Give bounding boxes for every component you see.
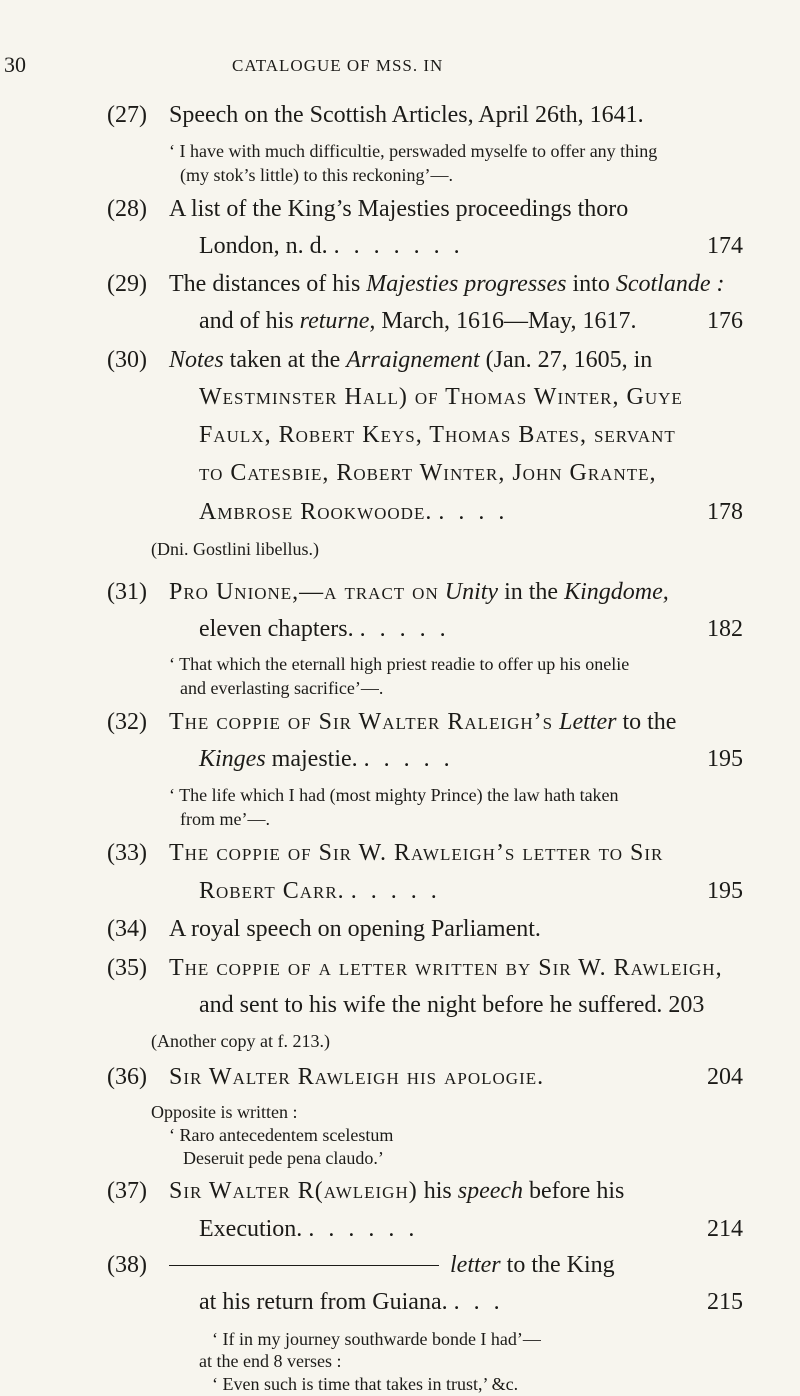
text-run: taken at the xyxy=(229,347,341,373)
text-run: in the xyxy=(504,579,559,605)
running-title: CATALOGUE OF MSS. IN xyxy=(232,56,444,75)
entry-title xyxy=(169,347,652,374)
text-run: Pro Unione,—a tract on xyxy=(169,579,439,605)
leader-dots: . . . . . xyxy=(359,616,450,642)
entry-title-cont xyxy=(199,1216,743,1243)
entry-number: (38) xyxy=(107,1252,147,1278)
incipit-line: ‘ If in my journey southwarde bonde I had’— xyxy=(212,1329,541,1349)
text-run: Ambrose Rookwoode. xyxy=(199,499,433,525)
entry-note: (Dni. Gostlini libellus.) xyxy=(151,539,319,559)
entry-number: (36) xyxy=(107,1064,147,1090)
entry-title-cont xyxy=(199,616,743,643)
folio-number: 176 xyxy=(707,308,743,334)
text-run: The coppie of Sir Walter Raleigh’s xyxy=(169,709,554,735)
entry-title-cont: Westminster Hall) of Thomas Winter, Guye xyxy=(199,384,683,410)
entry-note: Deseruit pede pena claudo.’ xyxy=(183,1148,384,1168)
text-run: majestie. xyxy=(271,746,358,772)
leader-dots: . . . xyxy=(453,1289,504,1315)
folio-number: 195 xyxy=(707,878,743,904)
entry-title: Speech on the Scottish Articles, April 26th, 1641. xyxy=(169,102,644,128)
folio-number: 195 xyxy=(707,746,743,772)
entry-title xyxy=(169,579,669,606)
page-number: 30 xyxy=(4,52,26,77)
folio-number: 178 xyxy=(707,499,743,525)
entry-title-cont: Faulx, Robert Keys, Thomas Bates, servant xyxy=(199,422,676,448)
folio-number: 182 xyxy=(707,616,743,642)
entry-number: (28) xyxy=(107,196,147,222)
entry-number: (27) xyxy=(107,102,147,128)
entry-title-cont xyxy=(199,878,743,905)
entry-title xyxy=(169,709,676,736)
leader-dots: . . . . . xyxy=(350,878,441,904)
text-run-italic: Unity xyxy=(444,579,499,605)
text-run: Robert Carr. xyxy=(199,878,345,904)
entry-title-cont xyxy=(199,308,743,335)
entry-title-cont xyxy=(199,233,743,260)
text-run: (Jan. 27, 1605, in xyxy=(485,347,653,373)
text-run: eleven chapters. xyxy=(199,616,354,642)
text-run: to the King xyxy=(506,1252,615,1278)
text-run-italic: speech xyxy=(457,1178,524,1204)
entry-number: (37) xyxy=(107,1178,147,1204)
entry-number: (34) xyxy=(107,916,147,942)
entry-title-cont: and sent to his wife the night before he suffered. 203 xyxy=(199,992,705,1018)
incipit-line: ‘ I have with much difficultie, perswaded myselfe to offer any thing xyxy=(169,141,658,161)
leader-dots: . . . . xyxy=(438,499,509,525)
entry-number: (31) xyxy=(107,579,147,605)
folio-number: 204 xyxy=(707,1064,743,1090)
text-run-italic: Kingdome, xyxy=(564,579,669,605)
leader-dots: . . . . . . xyxy=(308,1216,419,1242)
text-run-italic: Arraignement xyxy=(346,347,480,373)
text-run: March, 1616—May, 1617. xyxy=(381,308,637,334)
folio-number: 174 xyxy=(707,233,743,259)
incipit-line: ‘ The life which I had (most mighty Prince) the law hath taken xyxy=(169,785,619,805)
entry-number: (33) xyxy=(107,840,147,866)
text-run-italic: Kinges xyxy=(199,746,266,772)
entry-title: The coppie of a letter written by Sir W. Rawleigh, xyxy=(169,955,723,981)
folio-number: 214 xyxy=(707,1216,743,1242)
text-run-italic: Scotlande : xyxy=(615,271,725,297)
entry-title xyxy=(450,1252,615,1279)
entry-title xyxy=(169,1064,743,1091)
running-head xyxy=(0,52,800,82)
text-run: at his return from Guiana. xyxy=(199,1289,448,1315)
incipit-line: at the end 8 verses : xyxy=(199,1351,342,1371)
text-run: Sir Walter Rawleigh his apologie. xyxy=(169,1064,545,1090)
text-run: before his xyxy=(529,1178,625,1204)
folio-number: 215 xyxy=(707,1289,743,1315)
entry-title-cont xyxy=(199,499,743,526)
text-run: Sir Walter R(awleigh) xyxy=(169,1178,418,1204)
entry-title-text: London, n. d. xyxy=(199,233,328,259)
text-run: The distances of his xyxy=(169,271,361,297)
entry-number: (29) xyxy=(107,271,147,297)
text-run-italic: Majesties progresses xyxy=(366,271,567,297)
text-run: his xyxy=(423,1178,452,1204)
text-run-italic: letter xyxy=(450,1252,501,1278)
text-run-italic: returne, xyxy=(299,308,376,334)
leader-dots: . . . . . xyxy=(363,746,454,772)
entry-title xyxy=(169,271,724,298)
text-run: into xyxy=(572,271,610,297)
entry-number: (30) xyxy=(107,347,147,373)
text-run: Execution. xyxy=(199,1216,303,1242)
leader-dots: . . . . . . . xyxy=(333,233,464,259)
text-run-italic: Letter xyxy=(559,709,617,735)
entry-title: The coppie of Sir W. Rawleigh’s letter to Sir xyxy=(169,840,664,866)
entry-title-cont: to Catesbie, Robert Winter, John Grante, xyxy=(199,460,657,486)
ditto-rule xyxy=(169,1265,439,1266)
text-run-italic: Notes xyxy=(169,347,224,373)
incipit-line: (my stok’s little) to this reckoning’—. xyxy=(180,165,453,185)
incipit-line: ‘ That which the eternall high priest readie to offer up his onelie xyxy=(169,654,630,674)
incipit-line: from me’—. xyxy=(180,809,270,829)
entry-note: ‘ Raro antecedentem scelestum xyxy=(169,1125,394,1145)
entry-note: (Another copy at f. 213.) xyxy=(151,1031,330,1051)
entry-title-cont xyxy=(199,1289,743,1316)
text-run: to the xyxy=(622,709,677,735)
incipit-line: and everlasting sacrifice’—. xyxy=(180,678,384,698)
entry-number: (35) xyxy=(107,955,147,981)
entry-note: Opposite is written : xyxy=(151,1102,298,1122)
text-run: and of his xyxy=(199,308,294,334)
entry-title: A list of the King’s Majesties proceedings thoro xyxy=(169,196,629,222)
entry-title xyxy=(169,1178,624,1205)
incipit-line: ‘ Even such is time that takes in trust,’ &c. xyxy=(212,1374,519,1394)
entry-title: A royal speech on opening Parliament. xyxy=(169,916,541,942)
entry-number: (32) xyxy=(107,709,147,735)
entry-title-cont xyxy=(199,746,743,773)
